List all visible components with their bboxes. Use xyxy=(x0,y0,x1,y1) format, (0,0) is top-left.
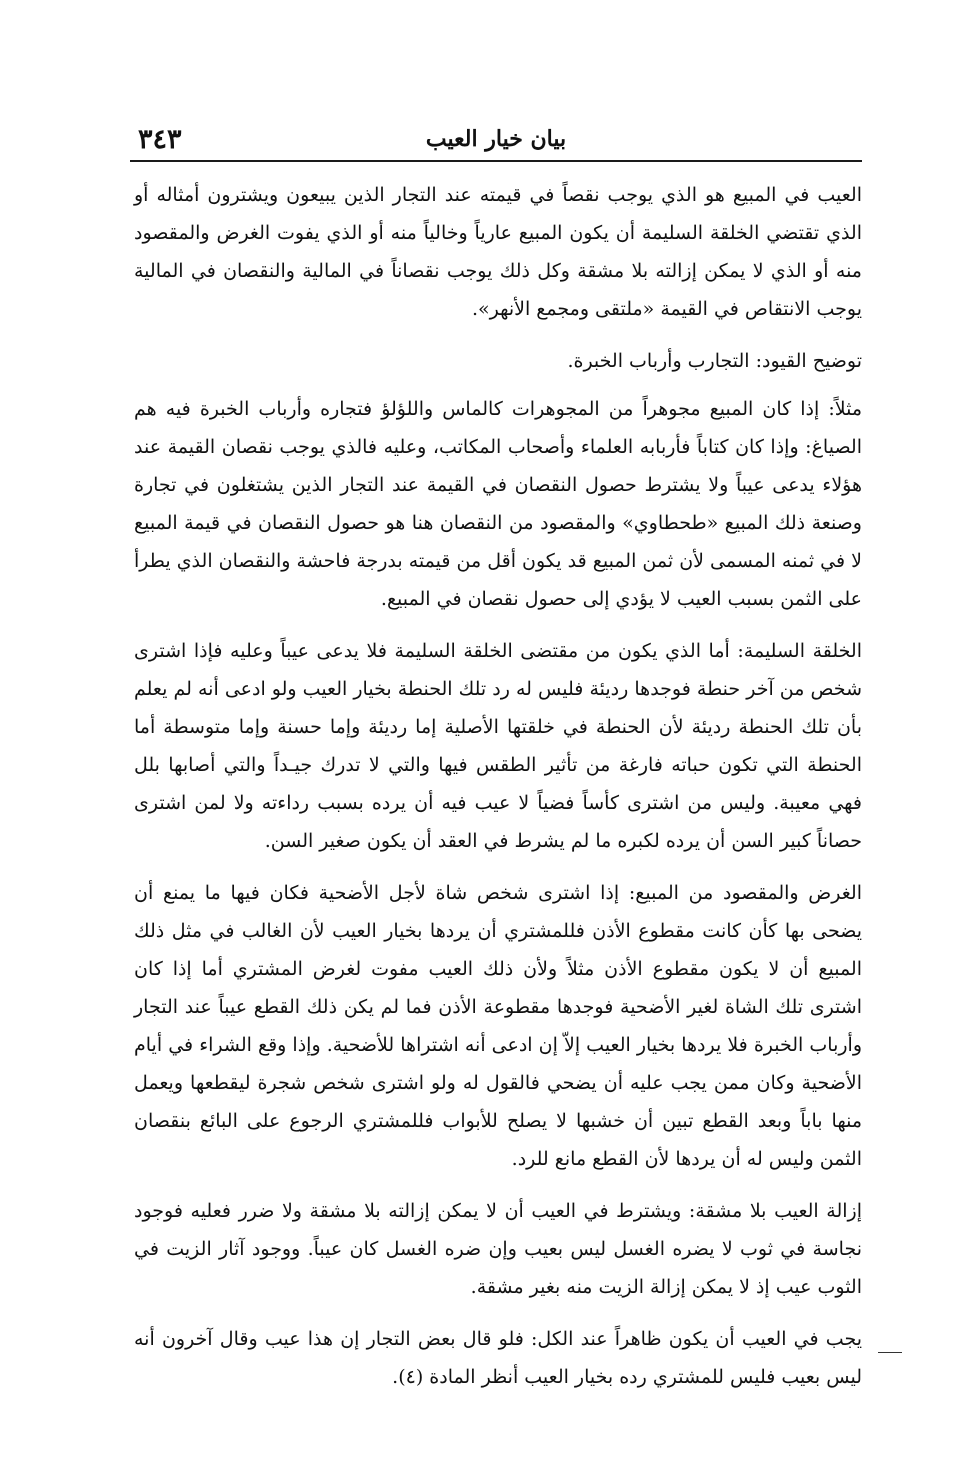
page-header xyxy=(130,118,862,162)
running-title: بيان خيار العيب xyxy=(425,126,567,152)
paragraph-sound-creation: الخلقة السليمة: أما الذي يكون من مقتضى الخلقة السليمة فلا يدعى عيباً وعليه فإذا اشترى شخص من آخر حنطة فوجدها رديئة فليس له رد تلك الحنطة بخيار العيب ولو ادعى أنه لم يعلم بأن تلك الحنطة رديئة لأن الحنطة في خلقتها الأصلية إما رديئة وإما حسنة وإما متوسطة أما الحنطة التي تكون حباته فارغة من تأثير الطقس فيها والتي لا تدرك جيـداً والتي أصابها بلل فهي معيبة. وليس من اشترى كأساً فضياً لا عيب فيه أن يرده بسبب رداءته ولا لمن اشترى حصاناً كبير السن أن يرده لكبره ما لم يشرط في العقد أن يكون صغير السن. xyxy=(134,640,862,852)
paragraph-removal: إزالة العيب بلا مشقة: ويشترط في العيب أن لا يمكن إزالته بلا مشقة ولا ضرر فعليه فوجود نجاسة في ثوب لا يضره الغسل ليس بعيب وإن ضره الغسل كان عيباً. ووجود آثار الزيت في الثوب عيب إذ لا يمكن إزالة الزيت منه بغير مشقة. xyxy=(134,1200,862,1298)
paragraph-definition: العيب في المبيع هو الذي يوجب نقصاً في قيمته عند التجار الذين يبيعون ويشترون أمثاله أو الذي تقتضي الخلقة السليمة أن يكون المبيع عارياً وخالياً منه أو الذي يفوت الغرض والمقصود منه أو الذي لا يمكن إزالته بلا مشقة وكل ذلك يوجب نقصاناً في المالية والنقصان في المالية يوجب الانتقاص في القيمة «ملتقى ومجمع الأنهر». xyxy=(134,184,862,320)
paragraph-example: مثلاً: إذا كان المبيع مجوهراً من المجوهرات كالماس واللؤلؤ فتجاره وأرباب الخبرة فيه هم الصياغ: وإذا كان كتاباً فأربابه العلماء وأصحاب المكاتب، وعليه فالذي يوجب نقصان القيمة عند هؤلاء يدعى عيباً ولا يشترط حصول النقصان في القيمة عند التجار الذين يشتغلون في تجارة وصنعة ذلك المبيع «طحطاوي» والمقصود من النقصان هنا هو حصول النقصان في قيمة المبيع لا في ثمنه المسمى لأن ثمن المبيع قد يكون أقل من قيمته بدرجة فاحشة والنقصان الذي يطرأ على الثمن بسبب العيب لا يؤدي إلى حصول نقصان في المبيع. xyxy=(134,398,862,610)
page-number: ٣٤٣ xyxy=(138,124,182,155)
paragraph-purpose: الغرض والمقصود من المبيع: إذا اشترى شخص شاة لأجل الأضحية فكان فيها ما يمنع أن يضحى بها كأن كانت مقطوع الأذن فللمشتري أن يردها بخيار العيب لأن الغالب في مثل ذلك المبيع أن لا يكون مقطوع الأذن مثلاً ولأن ذلك العيب مفوت لغرض المشتري أما إذا كان اشترى تلك الشاة لغير الأضحية فوجدها مقطوعة الأذن فما لم يكن ذلك القطع عيباً عند التجار وأرباب الخبرة فلا يردها بخيار العيب إلاّ إن ادعى أنه اشتراها للأضحية. وإذا وقع الشراء في أيام الأضحية وكان ممن يجب عليه أن يضحي فالقول له ولو اشترى شخص شجرة ليقطعها ويعمل منها باباً وبعد القطع تبين أن خشبها لا يصلح للأبواب فللمشتري الرجوع على البائع بنقصان الثمن وليس له أن يردها لأن القطع مانع للرد. xyxy=(134,882,862,1170)
paragraph-apparent-defect: يجب في العيب أن يكون ظاهراً عند الكل: فلو قال بعض التجار إن هذا عيب وقال آخرون أنه ليس بعيب فليس للمشتري رده بخيار العيب أنظر المادة (٤). xyxy=(134,1328,862,1388)
footer-rule xyxy=(878,1352,902,1353)
paragraph-clarification: توضيح القيود: التجارب وأرباب الخبرة. xyxy=(567,350,862,372)
body-text xyxy=(134,176,862,1410)
